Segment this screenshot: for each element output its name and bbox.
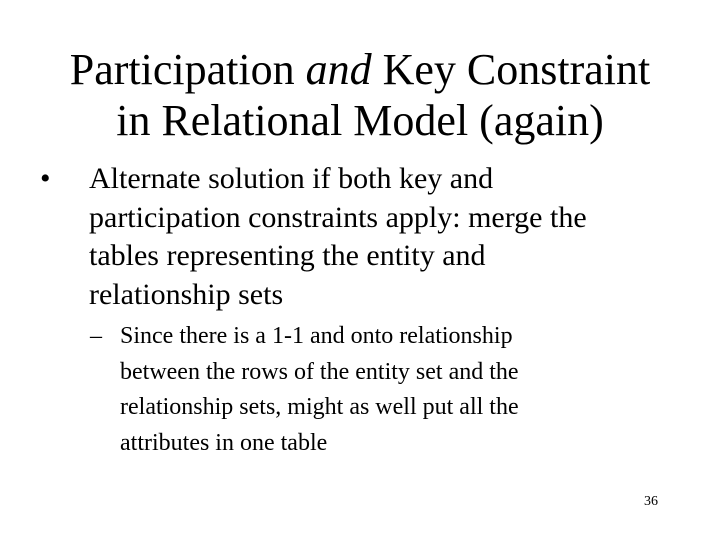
bullet-text-line: Alternate solution if both key and [89,162,494,195]
sub-bullet-text-line: Since there is a 1-1 and onto relationship [120,323,513,349]
sub-bullet-marker: – [90,323,102,349]
title-emphasis: and [305,45,372,94]
slide-title [0,44,720,146]
sub-bullet-item [90,319,690,461]
bullet-text-line: tables representing the entity and [89,239,486,272]
bullet-text [89,160,680,314]
bullet-item [40,160,680,314]
bullet-marker: • [40,162,51,195]
sub-bullet-text [120,319,690,461]
bullet-text-line: relationship sets [89,277,284,311]
title-line-2: in Relational Model (again) [116,96,604,145]
title-line-1: Participation and Key Constraint [69,45,651,94]
sub-bullet-text-line: attributes in one table [120,429,328,456]
sub-bullet-text-line: relationship sets, might as well put all the [120,394,519,420]
sub-bullet-text-line: between the rows of the entity set and the [120,358,519,385]
page-number: 36 [644,494,658,509]
bullet-text-line: participation constraints apply: merge the [89,200,587,234]
